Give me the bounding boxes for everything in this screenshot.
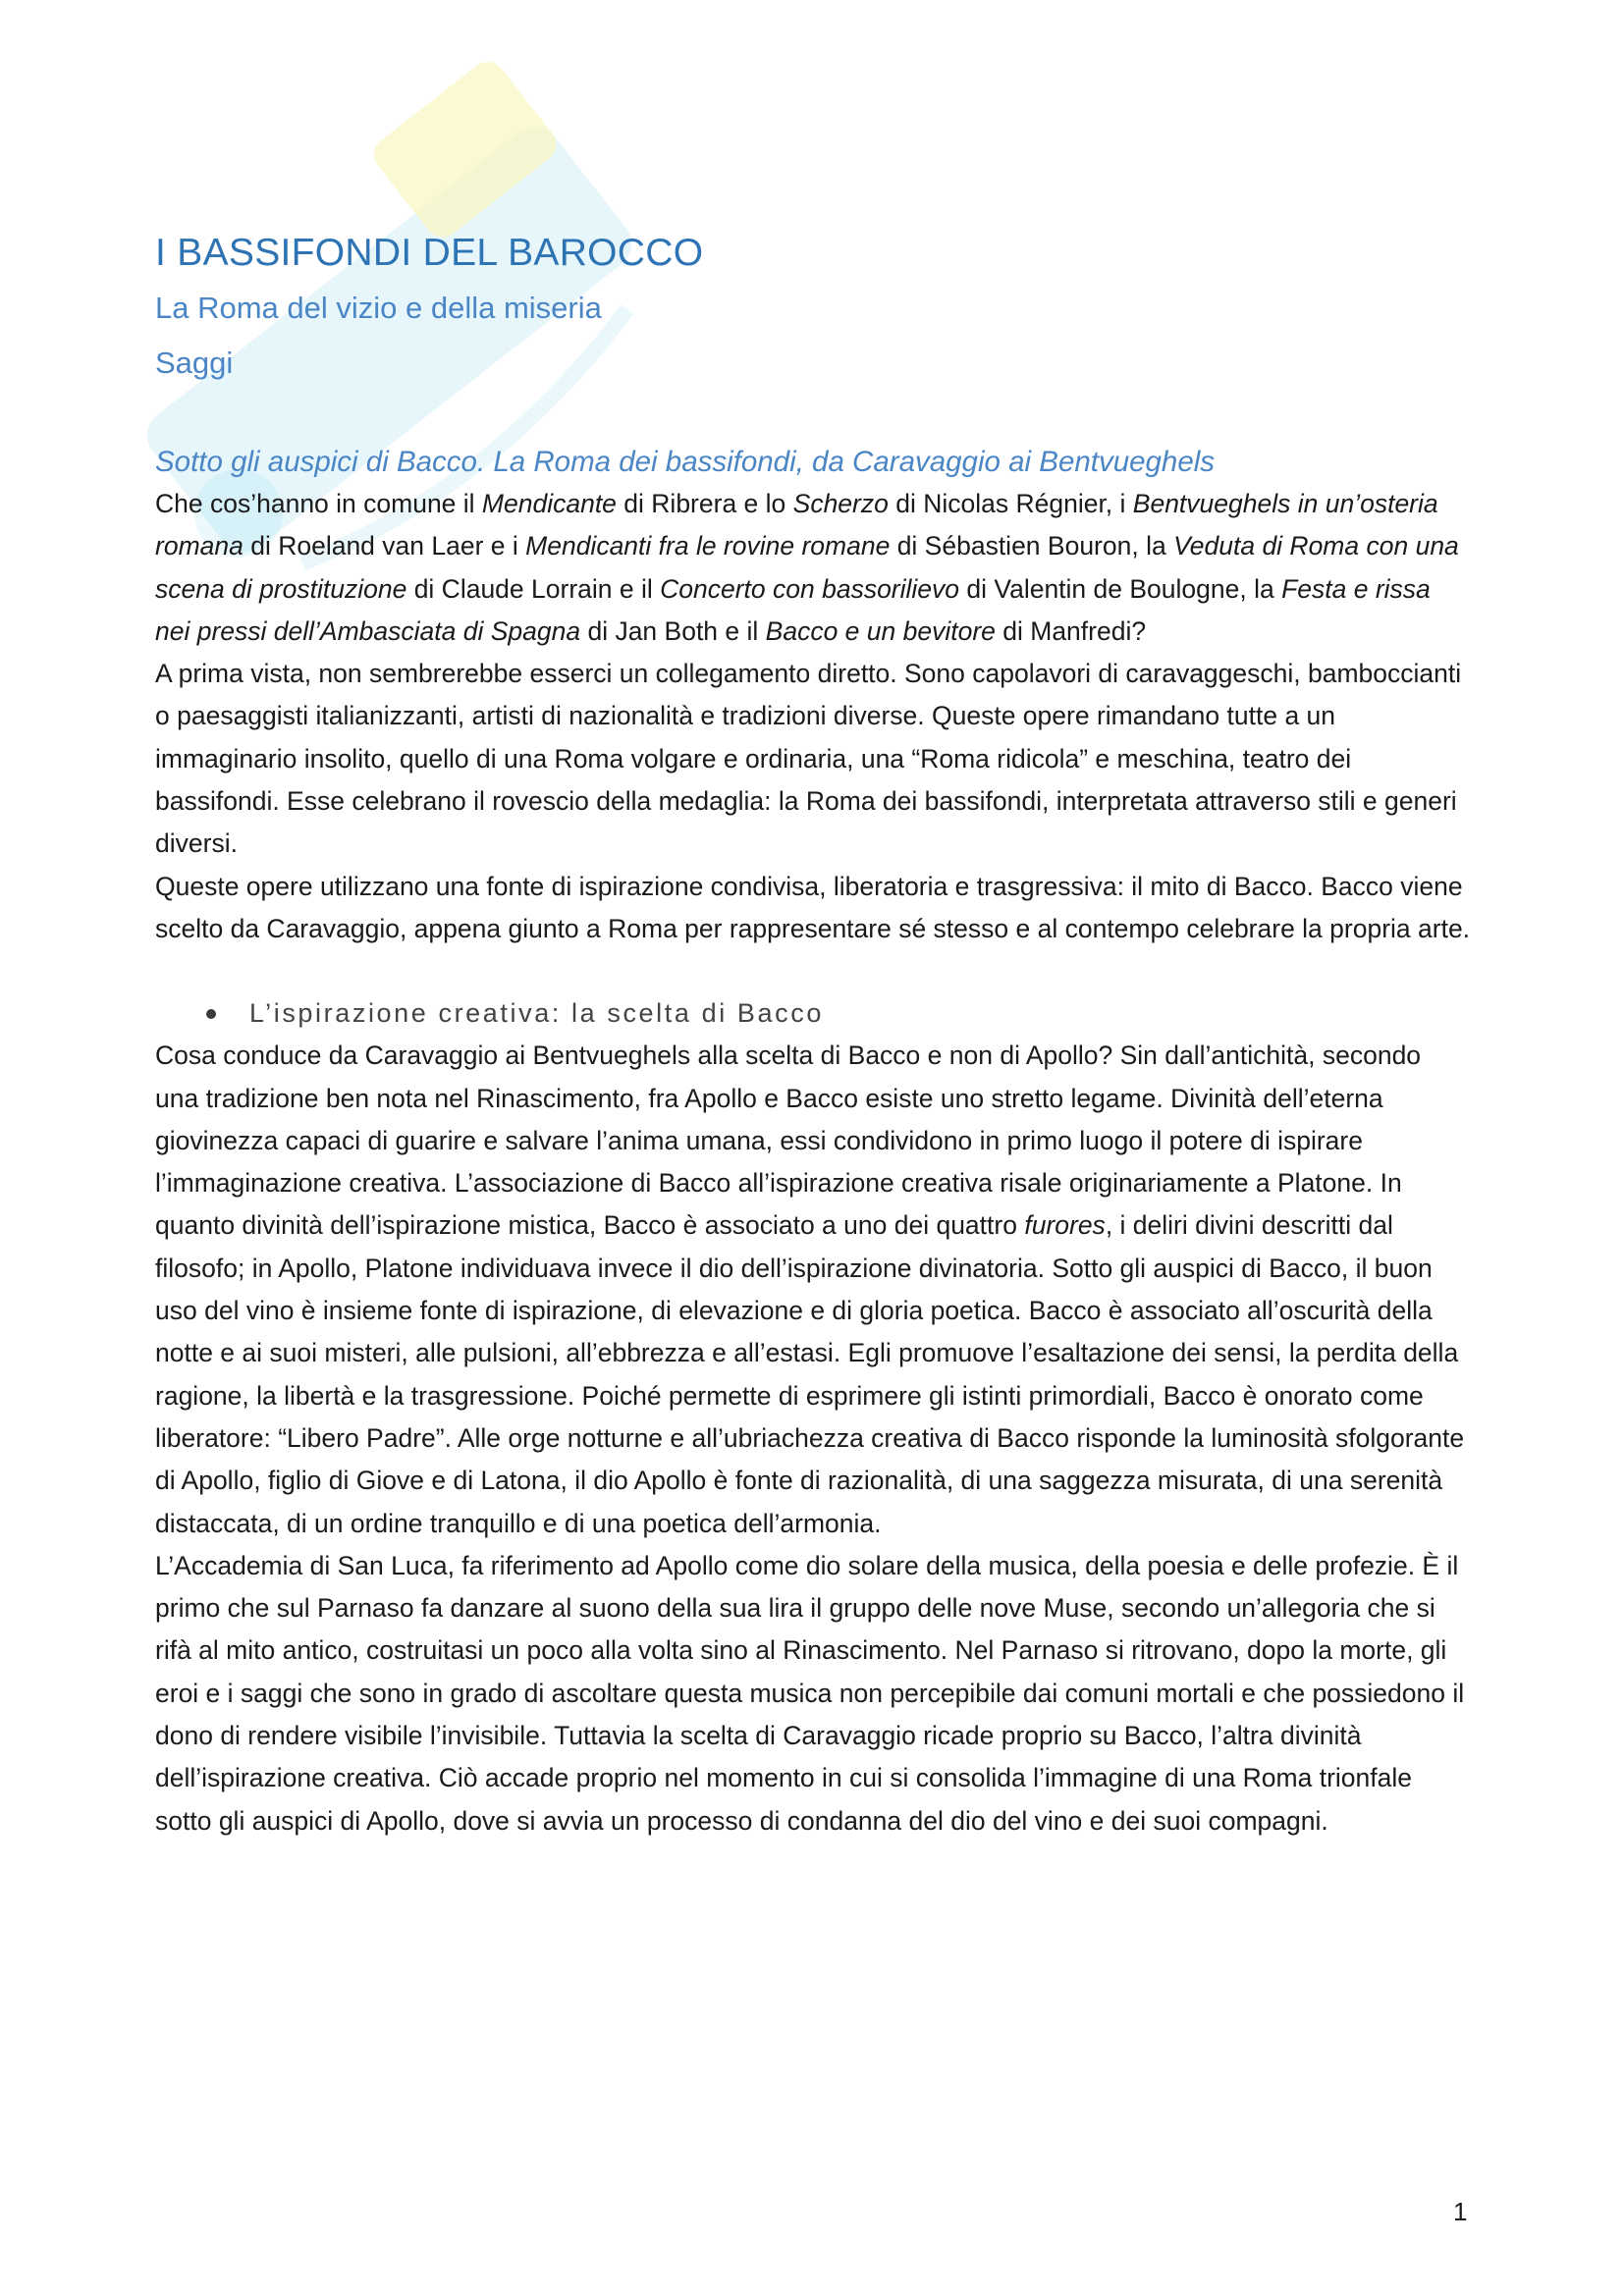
bullet-icon <box>206 1009 216 1019</box>
artwork-title: Mendicante <box>481 489 617 518</box>
artwork-title: Bacco e un bevitore <box>765 615 996 646</box>
intro-paragraph <box>155 483 1471 653</box>
body-paragraph <box>155 1035 1471 1545</box>
latin-term: furores <box>1024 1210 1106 1241</box>
intro-text: di Roeland van Laer e i <box>243 531 526 561</box>
artwork-title: Veduta di Roma con una scena di prostituzione <box>155 531 1459 604</box>
body-text: , i deliri divini descritti dal filosofo; in Apollo, Platone individuava invece il dio dell’ispirazione divinatoria. Sotto gli auspici di Bacco, il buon uso del vino è insieme fonte di ispirazione, di elevazione e di gloria poetica. Bacco è associato all’oscurità della notte e ai suoi misteri, alle pulsioni, all’ebbrezza e all’estasi. Egli promuove l’esaltazione dei sensi, la perdita della ragione, la libertà e la trasgressione. Poiché permette di esprimere gli istinti primordiali, Bacco è onorato come liberatore: “Libero Padre”. Alle orge notturne e all’ubriachezza creativa di Bacco risponde la luminosità sfolgorante di Apollo, figlio di Giove e di Latona, il dio Apollo è fonte di razionalità, di una saggezza misurata, di una serenità distaccata, di un ordine tranquillo e di una poetica dell’armonia. <box>155 1210 1465 1538</box>
document-title: I BASSIFONDI DEL BAROCCO <box>155 232 704 274</box>
artwork-title: Bentvueghels in un’osteria romana <box>155 489 1438 561</box>
bullet-heading-text: L’ispirazione creativa: la scelta di Bacco <box>249 998 824 1029</box>
artwork-title: Mendicanti fra le rovine romane <box>525 531 891 561</box>
artwork-title: Festa e rissa nei pressi dell’Ambasciata di Spagna <box>155 573 1431 646</box>
page-number: 1 <box>1453 2197 1468 2226</box>
intro-text: di Nicolas Régnier, i <box>888 489 1133 518</box>
bullet-heading <box>155 992 1471 1035</box>
intro-text: di Sébastien Bouron, la <box>890 531 1174 561</box>
document-page <box>155 226 1471 1842</box>
body-text: Cosa conduce da Caravaggio ai Bentvueghels alla scelta di Bacco e non di Apollo? Sin dall’antichità, secondo una tradizione ben nota nel Rinascimento, fra Apollo e Bacco esiste uno stretto legame. Divinità dell’eterna giovinezza capaci di guarire e salvare l’anima umana, essi condividono in primo luogo il potere di ispirare l’immaginazione creativa. L’associazione di Bacco all’ispirazione creativa risale originariamente a Platone. In quanto divinità dell’ispirazione mistica, Bacco è associato a uno dei quattro <box>155 1041 1422 1241</box>
intro-text: di Valentin de Boulogne, la <box>959 573 1282 604</box>
intro-text: di Jan Both e il <box>580 615 766 646</box>
essay-heading: Sotto gli auspici di Bacco. La Roma dei bassifondi, da Caravaggio ai Bentvueghels <box>155 446 1216 478</box>
artwork-title: Scherzo <box>792 489 889 518</box>
intro-text: di Manfredi? <box>995 615 1147 646</box>
document-subtitle: La Roma del vizio e della miseria <box>155 291 602 325</box>
body-paragraph: A prima vista, non sembrerebbe esserci un collegamento diretto. Sono capolavori di caravaggeschi, bamboccianti o paesaggisti italianizzanti, artisti di nazionalità e tradizioni diverse. Queste opere rimandano tutte a un immaginario insolito, quello di una Roma volgare e ordinaria, una “Roma ridicola” e meschina, teatro dei bassifondi. Esse celebrano il rovescio della medaglia: la Roma dei bassifondi, interpretata attraverso stili e generi diversi. <box>155 659 1462 859</box>
body-paragraph: Queste opere utilizzano una fonte di ispirazione condivisa, liberatoria e trasgressiva: il mito di Bacco. Bacco viene scelto da Caravaggio, appena giunto a Roma per rappresentare sé stesso e al contempo celebrare la propria arte. <box>155 871 1471 943</box>
section-label: Saggi <box>155 346 234 380</box>
intro-text: di Ribrera e lo <box>616 489 793 518</box>
body-paragraph: L’Accademia di San Luca, fa riferimento ad Apollo come dio solare della musica, della poesia e delle profezie. È il primo che sul Parnaso fa danzare al suono della sua lira il gruppo delle nove Muse, secondo un’allegoria che si rifà al mito antico, costruitasi un poco alla volta sino al Rinascimento. Nel Parnaso si ritrovano, dopo la morte, gli eroi e i saggi che sono in grado di ascoltare questa musica non percepibile dai comuni mortali e che possiedono il dono di rendere visibile l’invisibile. Tuttavia la scelta di Caravaggio ricade proprio su Bacco, l’altra divinità dell’ispirazione creativa. Ciò accade proprio nel momento in cui si consolida l’immagine di una Roma trionfale sotto gli auspici di Apollo, dove si avvia un processo di condanna del dio del vino e dei suoi compagni. <box>155 1550 1465 1836</box>
artwork-title: Concerto con bassorilievo <box>660 573 960 604</box>
intro-text: Che cos’hanno in comune il <box>155 489 482 518</box>
intro-text: di Claude Lorrain e il <box>406 573 661 604</box>
